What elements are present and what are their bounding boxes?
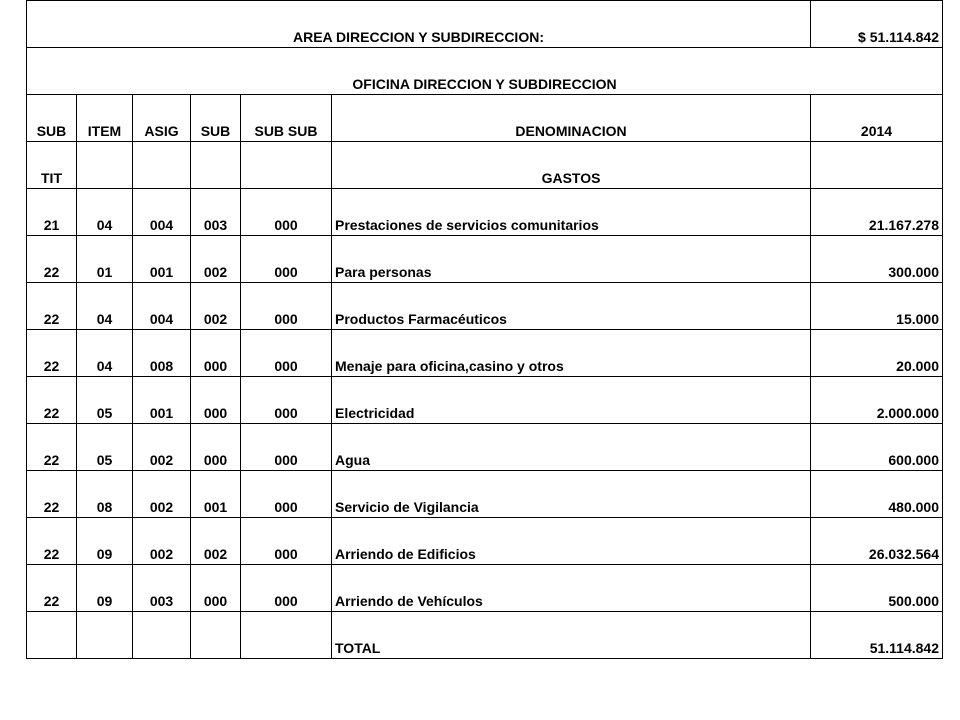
cell-amount: 2.000.000 bbox=[811, 377, 943, 424]
cell-asig: 004 bbox=[133, 283, 191, 330]
empty-cell bbox=[77, 142, 133, 189]
cell-item: 04 bbox=[77, 189, 133, 236]
empty-cell bbox=[27, 612, 77, 659]
office-title-row bbox=[27, 48, 943, 95]
header-year: 2014 bbox=[811, 95, 943, 142]
cell-sub: 22 bbox=[27, 330, 77, 377]
cell-item: 05 bbox=[77, 377, 133, 424]
budget-table bbox=[26, 0, 943, 659]
cell-subsub: 000 bbox=[241, 283, 332, 330]
cell-sub2: 000 bbox=[191, 377, 241, 424]
cell-sub: 21 bbox=[27, 189, 77, 236]
cell-subsub: 000 bbox=[241, 236, 332, 283]
cell-sub: 22 bbox=[27, 236, 77, 283]
cell-item: 04 bbox=[77, 283, 133, 330]
cell-sub2: 002 bbox=[191, 283, 241, 330]
cell-subsub: 000 bbox=[241, 424, 332, 471]
cell-subsub: 000 bbox=[241, 377, 332, 424]
cell-sub2: 001 bbox=[191, 471, 241, 518]
cell-item: 04 bbox=[77, 330, 133, 377]
table-row bbox=[27, 518, 943, 565]
empty-cell bbox=[811, 142, 943, 189]
table-row bbox=[27, 424, 943, 471]
header-asig: ASIG bbox=[133, 95, 191, 142]
cell-amount: 300.000 bbox=[811, 236, 943, 283]
table-row bbox=[27, 236, 943, 283]
cell-denominacion: Agua bbox=[332, 424, 811, 471]
total-amount: 51.114.842 bbox=[811, 612, 943, 659]
area-amount: $ 51.114.842 bbox=[811, 1, 943, 48]
cell-asig: 008 bbox=[133, 330, 191, 377]
cell-denominacion: Arriendo de Vehículos bbox=[332, 565, 811, 612]
cell-subsub: 000 bbox=[241, 518, 332, 565]
cell-denominacion: Electricidad bbox=[332, 377, 811, 424]
empty-cell bbox=[133, 142, 191, 189]
total-label: TOTAL bbox=[332, 612, 811, 659]
cell-subsub: 000 bbox=[241, 189, 332, 236]
cell-subsub: 000 bbox=[241, 471, 332, 518]
cell-sub2: 002 bbox=[191, 518, 241, 565]
cell-sub: 22 bbox=[27, 471, 77, 518]
empty-cell bbox=[241, 142, 332, 189]
header-tit: TIT bbox=[27, 142, 77, 189]
area-title-row bbox=[27, 1, 943, 48]
cell-denominacion: Prestaciones de servicios comunitarios bbox=[332, 189, 811, 236]
office-title: OFICINA DIRECCION Y SUBDIRECCION bbox=[27, 48, 943, 95]
cell-subsub: 000 bbox=[241, 330, 332, 377]
cell-amount: 20.000 bbox=[811, 330, 943, 377]
cell-denominacion: Arriendo de Edificios bbox=[332, 518, 811, 565]
cell-item: 09 bbox=[77, 518, 133, 565]
cell-amount: 15.000 bbox=[811, 283, 943, 330]
cell-asig: 001 bbox=[133, 236, 191, 283]
cell-item: 05 bbox=[77, 424, 133, 471]
cell-denominacion: Servicio de Vigilancia bbox=[332, 471, 811, 518]
table-row bbox=[27, 283, 943, 330]
cell-asig: 001 bbox=[133, 377, 191, 424]
header-denominacion: DENOMINACION bbox=[332, 95, 811, 142]
header-item: ITEM bbox=[77, 95, 133, 142]
cell-item: 01 bbox=[77, 236, 133, 283]
header-subsub: SUB SUB bbox=[241, 95, 332, 142]
empty-cell bbox=[77, 612, 133, 659]
empty-cell bbox=[191, 612, 241, 659]
table-row bbox=[27, 471, 943, 518]
table-row bbox=[27, 330, 943, 377]
cell-sub: 22 bbox=[27, 424, 77, 471]
cell-sub2: 000 bbox=[191, 424, 241, 471]
cell-sub2: 000 bbox=[191, 565, 241, 612]
cell-sub: 22 bbox=[27, 518, 77, 565]
empty-cell bbox=[191, 142, 241, 189]
cell-sub: 22 bbox=[27, 565, 77, 612]
table-row bbox=[27, 377, 943, 424]
total-row bbox=[27, 612, 943, 659]
cell-item: 09 bbox=[77, 565, 133, 612]
cell-amount: 21.167.278 bbox=[811, 189, 943, 236]
empty-cell bbox=[241, 612, 332, 659]
cell-denominacion: Productos Farmacéuticos bbox=[332, 283, 811, 330]
cell-asig: 002 bbox=[133, 518, 191, 565]
cell-denominacion: Menaje para oficina,casino y otros bbox=[332, 330, 811, 377]
cell-asig: 002 bbox=[133, 424, 191, 471]
cell-amount: 26.032.564 bbox=[811, 518, 943, 565]
cell-denominacion: Para personas bbox=[332, 236, 811, 283]
header-sub2: SUB bbox=[191, 95, 241, 142]
empty-cell bbox=[133, 612, 191, 659]
subheader-row bbox=[27, 142, 943, 189]
header-gastos: GASTOS bbox=[332, 142, 811, 189]
table-row bbox=[27, 565, 943, 612]
cell-asig: 002 bbox=[133, 471, 191, 518]
table-row bbox=[27, 189, 943, 236]
area-title: AREA DIRECCION Y SUBDIRECCION: bbox=[27, 1, 811, 48]
cell-sub2: 003 bbox=[191, 189, 241, 236]
cell-sub: 22 bbox=[27, 377, 77, 424]
cell-asig: 003 bbox=[133, 565, 191, 612]
cell-sub2: 000 bbox=[191, 330, 241, 377]
cell-asig: 004 bbox=[133, 189, 191, 236]
cell-subsub: 000 bbox=[241, 565, 332, 612]
cell-amount: 480.000 bbox=[811, 471, 943, 518]
cell-amount: 500.000 bbox=[811, 565, 943, 612]
header-sub: SUB bbox=[27, 95, 77, 142]
column-header-row bbox=[27, 95, 943, 142]
cell-amount: 600.000 bbox=[811, 424, 943, 471]
cell-sub2: 002 bbox=[191, 236, 241, 283]
cell-item: 08 bbox=[77, 471, 133, 518]
cell-sub: 22 bbox=[27, 283, 77, 330]
